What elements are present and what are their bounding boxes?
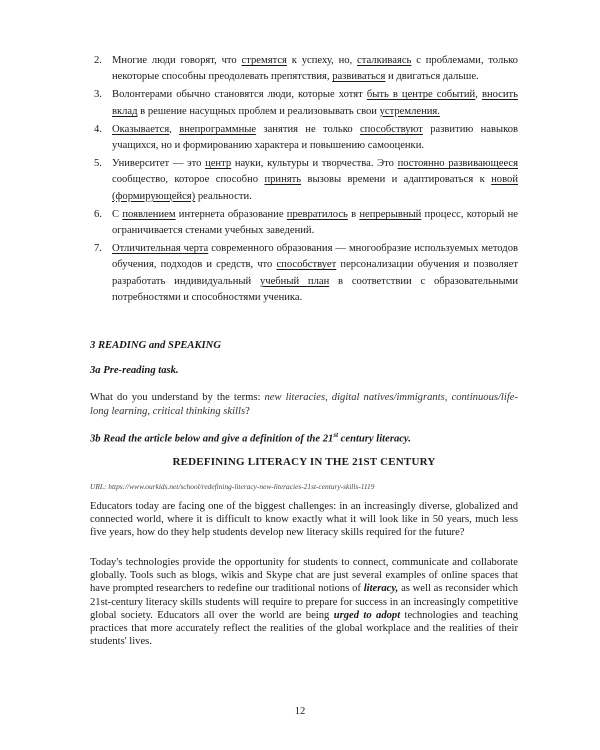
underlined-term: появлением bbox=[122, 208, 176, 220]
sentence-text: Университет — это bbox=[112, 158, 206, 170]
question-end: ? bbox=[245, 406, 250, 417]
underlined-term: Отличительная черта bbox=[112, 243, 209, 255]
list-item bbox=[90, 241, 518, 306]
sentence-text: вызовы времени и адаптироваться к bbox=[301, 174, 492, 186]
sentence-text: в решение насущных проблем и реализовывать свои bbox=[137, 105, 380, 117]
pre-reading-question bbox=[90, 391, 518, 419]
sentence-text: персонализации обучения и позволяет разработать индивидуальный bbox=[112, 259, 518, 287]
sentence-text: к успеху, но, bbox=[286, 55, 358, 66]
page-number: 12 bbox=[294, 706, 306, 717]
sentence-list bbox=[90, 53, 518, 308]
question-terms: new literacies, digital natives/immigrants, continuous/life-long learning, critical thinking skills bbox=[90, 392, 518, 417]
list-item bbox=[90, 207, 518, 239]
sentence-text: процесс, который не ограничивается стенами учебных заведений. bbox=[112, 208, 518, 237]
sentence-text: интернета образование bbox=[175, 208, 287, 220]
p2-urged: urged to adopt bbox=[333, 609, 401, 621]
underlined-term: центр bbox=[205, 158, 232, 170]
underlined-term: превратилось bbox=[286, 208, 348, 220]
sentence-text: Многие люди говорят, что bbox=[112, 55, 242, 66]
list-item-number: 6. bbox=[94, 208, 102, 220]
article-title: REDEFINING LITERACY IN THE 21ST CENTURY bbox=[172, 456, 436, 468]
list-item-number: 3. bbox=[94, 89, 102, 101]
pre-reading-title: 3a Pre-reading task. bbox=[90, 365, 179, 376]
underlined-term: непрерывный bbox=[359, 208, 422, 220]
sentence-text: современного образования — многообразие используемых методов обучения, подходов и средств, что bbox=[112, 243, 518, 271]
task-3b-sup: st bbox=[333, 431, 339, 439]
sentence-text: занятия не только bbox=[256, 123, 360, 135]
sentence-text: С bbox=[112, 208, 123, 220]
sentence-text: сообщество, которое способно bbox=[112, 174, 265, 186]
p2-literacy: literacy, bbox=[363, 583, 399, 595]
article-url: URL: https://www.ourkids.net/school/redefining-literacy-new-literacies-21st-century-skills-1119 bbox=[90, 482, 375, 491]
list-item bbox=[90, 53, 518, 85]
sentence-text: реальности. bbox=[195, 190, 252, 202]
list-item bbox=[90, 87, 518, 119]
task-3b-text: 3b Read the article below and give a definition of the 21 bbox=[90, 433, 334, 445]
underlined-term: способствуют bbox=[359, 123, 423, 135]
task-3b-title bbox=[90, 431, 411, 445]
underlined-term: быть в центре событий bbox=[366, 89, 476, 101]
sentence-text: , bbox=[169, 123, 180, 135]
article-paragraph-1: Educators today are facing one of the biggest challenges: in an increasingly diverse, globalized and connected world, where it is difficult to know exactly what it will look like in 50 years, much less five years, how do they help students develop new literacy skills required for the future? bbox=[90, 501, 518, 539]
list-item bbox=[90, 122, 518, 154]
sentence-text: Волонтерами обычно становятся люди, которые хотят bbox=[112, 89, 367, 101]
underlined-term: Оказывается bbox=[112, 123, 170, 135]
section-heading: 3 READING and SPEAKING bbox=[90, 340, 221, 351]
underlined-term: постоянно развивающееся bbox=[397, 158, 518, 170]
underlined-term: развиваться bbox=[332, 71, 386, 83]
sentence-text: науки, культуры и творчества. Это bbox=[231, 158, 398, 170]
question-start: What do you understand by the terms: bbox=[90, 392, 265, 403]
sentence-text: в bbox=[347, 208, 360, 220]
sentence-text: , bbox=[475, 89, 482, 101]
underlined-term: внепрограммные bbox=[179, 123, 257, 135]
underlined-term: устремления. bbox=[379, 105, 440, 117]
sentence-text: развитию навыков учащихся, но и формированию характера и повышению самооценки. bbox=[112, 123, 519, 152]
underlined-term: вносить вклад bbox=[112, 89, 519, 117]
underlined-term: способствует bbox=[276, 259, 337, 271]
list-item-number: 2. bbox=[94, 55, 102, 66]
underlined-term: сталкиваясь bbox=[357, 55, 412, 66]
list-item-number: 4. bbox=[94, 123, 102, 135]
list-item-number: 7. bbox=[94, 243, 102, 255]
p2-text-e: technologies and teaching practices that more accurately reflect the realities of the global workplace and the realities of their students' lives. bbox=[90, 609, 518, 648]
underlined-term: принять bbox=[264, 174, 302, 186]
sentence-text: с проблемами, только некоторые способны преодолевать препятствия, bbox=[112, 55, 518, 83]
underlined-term: учебный план bbox=[259, 275, 330, 287]
list-item bbox=[90, 156, 518, 205]
underlined-term: новой (формирующейся) bbox=[112, 174, 519, 202]
article-paragraph-2 bbox=[90, 556, 518, 648]
task-3b-text-end: century literacy. bbox=[338, 433, 411, 445]
p2-text-a: Today's technologies provide the opportunity for students to connect, communicate and collaborate globally. Tools such as blogs, wikis and Skype chat are just several examples of online spaces that have prompted researchers to redefine our traditional notions of bbox=[90, 557, 518, 595]
p2-text-c: as well as reconsider which 21st-century literacy skills students will require to prepare for success in an increasingly competitive global society. Educators all over the world are being bbox=[90, 583, 518, 621]
underlined-term: стремятся bbox=[241, 55, 287, 66]
sentence-text: и двигаться дальше. bbox=[385, 71, 479, 83]
list-item-number: 5. bbox=[94, 158, 102, 170]
sentence-text: в соответствии с образовательными потребностями и способностями ученика. bbox=[112, 275, 518, 303]
